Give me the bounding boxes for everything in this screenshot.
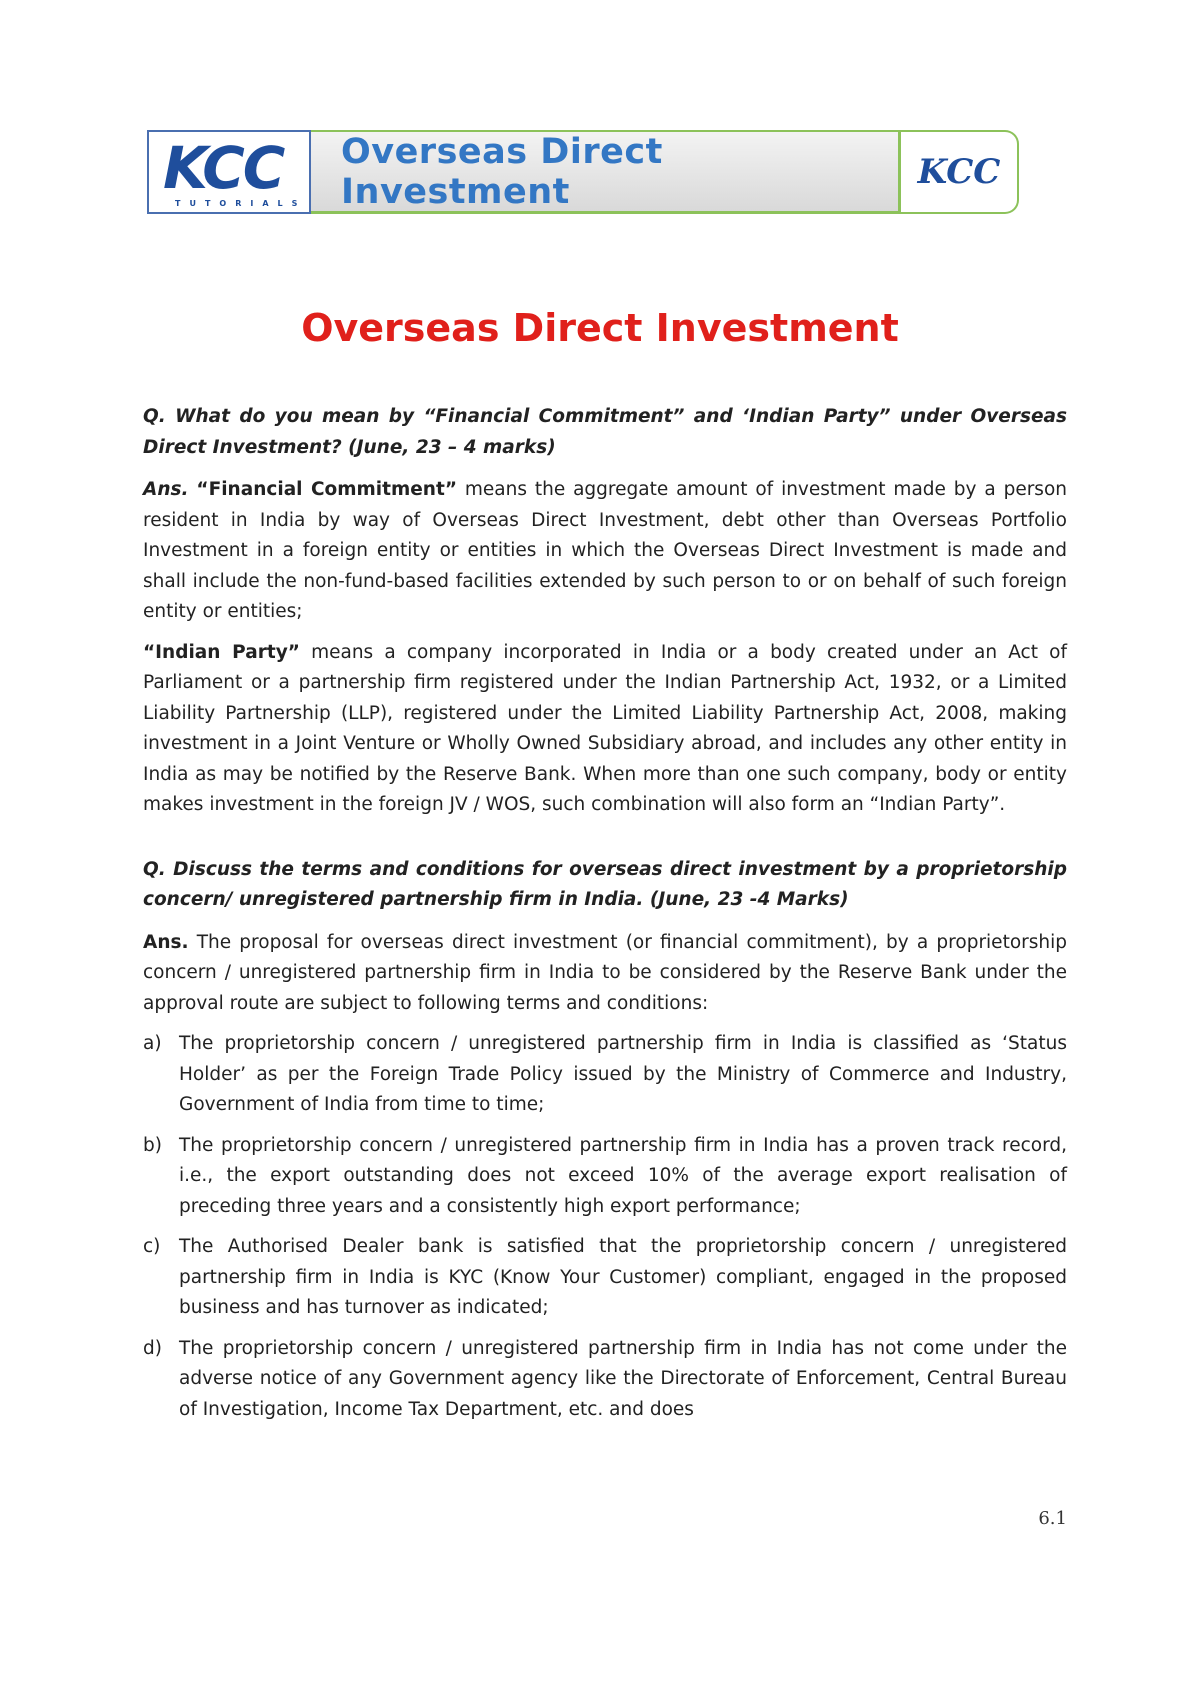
banner-tag-text: KCC <box>917 152 1001 192</box>
header-banner <box>311 130 901 214</box>
logo-text: KCC <box>163 134 284 202</box>
list-item-letter: b) <box>143 1134 162 1156</box>
answer-2-intro <box>143 928 1067 1020</box>
banner-tag <box>901 130 1019 214</box>
question-2: Q. Discuss the terms and conditions for overseas direct investment by a proprietorship concern/ unregistered partnership firm in India. (June, 23 -4 Marks) <box>143 858 1067 910</box>
list-item-text: The proprietorship concern / unregistered partnership firm in India has a proven track record, i.e., the export outstanding does not exceed 10% of the average export realisation of preceding three years and a consistently high export performance; <box>179 1134 1067 1217</box>
definition-financial-commitment: means the aggregate amount of investment made by a person resident in India by way of Overseas Direct Investment, debt other than Overseas Portfolio Investment in a foreign entity or entities in which the Overseas Direct Investment is made and shall include the non-fund-based facilities extended by such person to or on behalf of such foreign entity or entities; <box>143 479 1067 622</box>
list-item <box>143 1232 1067 1324</box>
list-item <box>143 1029 1067 1121</box>
definition-indian-party: means a company incorporated in India or a body created under an Act of Parliament or a partnership firm registered under the Indian Partnership Act, 1932, or a Limited Liability Partnership (LLP), registered under the Limited Liability Partnership Act, 2008, making investment in a Joint Venture or Wholly Owned Subsidiary abroad, and includes any other entity in India as may be notified by the Reserve Bank. When more than one such company, body or entity makes investment in the foreign JV / WOS, such combination will also form an “Indian Party”. <box>143 641 1067 815</box>
page-header <box>147 130 1023 216</box>
list-item <box>143 1334 1067 1426</box>
document-body <box>143 402 1067 1425</box>
page-title: Overseas Direct Investment <box>301 306 899 350</box>
page-number: 6.1 <box>1038 1508 1067 1529</box>
answer-label: Ans. <box>143 931 189 953</box>
list-item-letter: a) <box>143 1033 162 1054</box>
banner-title: Overseas Direct Investment <box>341 131 663 212</box>
conditions-list <box>143 1029 1067 1425</box>
list-item <box>143 1131 1067 1223</box>
question-1: Q. What do you mean by “Financial Commitment” and ‘Indian Party” under Overseas Direct Investment? (June, 23 – 4 marks) <box>143 406 1067 458</box>
kcc-logo <box>147 130 311 214</box>
list-item-letter: d) <box>143 1337 162 1359</box>
term-financial-commitment: “Financial Commitment” <box>196 479 457 500</box>
answer-1-para-1 <box>143 475 1067 628</box>
answer-label: Ans. <box>143 479 189 500</box>
logo-subtitle: TUTORIALS <box>175 199 307 208</box>
term-indian-party: “Indian Party” <box>143 641 300 663</box>
answer-1-para-2 <box>143 638 1067 821</box>
list-item-letter: c) <box>143 1236 161 1257</box>
list-item-text: The Authorised Dealer bank is satisfied that the proprietorship concern / unregistered partnership firm in India is KYC (Know Your Customer) compliant, engaged in the proposed business and has turnover as indicated; <box>179 1236 1067 1318</box>
list-item-text: The proprietorship concern / unregistered partnership firm in India is classified as ‘Status Holder’ as per the Foreign Trade Policy issued by the Ministry of Commerce and Industry, Government of India from time to time; <box>179 1033 1067 1115</box>
list-item-text: The proprietorship concern / unregistered partnership firm in India has not come under the adverse notice of any Government agency like the Directorate of Enforcement, Central Bureau of Investigation, Income Tax Department, etc. and does <box>179 1337 1067 1420</box>
answer-2-intro-text: The proposal for overseas direct investment (or financial commitment), by a proprietorship concern / unregistered partnership firm in India to be considered by the Reserve Bank under the approval route are subject to following terms and conditions: <box>143 931 1067 1014</box>
